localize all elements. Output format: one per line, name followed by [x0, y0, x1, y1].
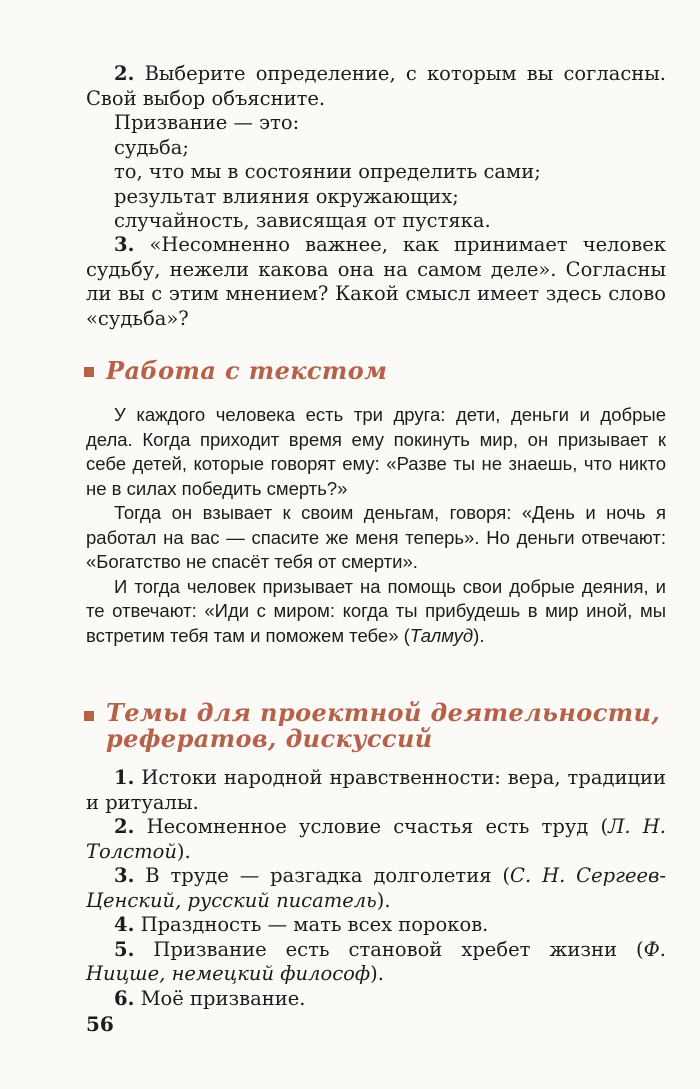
talmud-excerpt — [86, 403, 666, 648]
question-2-text: 2. Выберите определение, с которым вы согласны. Свой выбор объясните. — [86, 62, 667, 110]
excerpt-source: Талмуд — [409, 624, 474, 646]
topic-author: С. Н. Сергеев-Ценский, русский писатель — [86, 864, 666, 912]
question-2-number: 2. — [114, 62, 135, 85]
section-heading-topics: Темы для проектной деятельности, рефератов, дискуссий — [106, 698, 661, 753]
question-2-lead: Призвание — это: — [114, 111, 300, 134]
topic-author: Ф. Ницше, немецкий философ — [86, 937, 666, 985]
topic-item: 4. Праздность — мать всех пороков. — [114, 913, 489, 936]
question-3-text: 3. «Несомненно важнее, как принимает человек судьбу, нежели какова она на самом деле». Согласны ли вы с этим мнением? Какой смысл имеет здесь слово «судьба»? — [86, 233, 666, 330]
topic-item: 2. Несомненное условие счастья есть труд (Л. Н. Толстой). — [86, 815, 667, 863]
excerpt-paragraph: И тогда человек призывает на помощь свои добрые деяния, и те отвечают: «Иди с миром: когда ты прибудешь в мир иной, мы встретим тебя там и поможем тебе» (Талмуд). — [86, 575, 666, 646]
option-item: судьба; — [114, 135, 189, 159]
question-3 — [86, 233, 666, 331]
topic-item: 1. Истоки народной нравственности: вера, традиции и ритуалы. — [86, 766, 666, 814]
section-heading-text-work: Работа с текстом — [106, 356, 388, 385]
excerpt-paragraph: Тогда он взывает к своим деньгам, говоря: «День и ночь я работал на вас — спасите же меня теперь». Но деньги отвечают: «Богатство не спасёт тебя от смерти». — [86, 502, 666, 572]
topic-item: 6. Моё призвание. — [114, 986, 306, 1010]
question-2 — [86, 62, 666, 234]
question-3-number: 3. — [114, 233, 135, 256]
option-item: результат влияния окружающих; — [114, 184, 459, 208]
topic-item: 5. Призвание есть становой хребет жизни (Ф. Ницше, немецкий философ). — [86, 937, 666, 985]
option-item: случайность, зависящая от пустяка. — [114, 209, 491, 232]
topic-item: 3. В труде — разгадка долголетия (С. Н. Сергеев-Ценский, русский писатель). — [86, 864, 666, 912]
page-number: 56 — [86, 1012, 114, 1036]
topic-author: Л. Н. Толстой — [86, 815, 667, 863]
section-bullet-icon — [84, 367, 94, 377]
topics-list — [86, 766, 666, 1011]
option-item: то, что мы в состоянии определить сами; — [114, 160, 541, 183]
section-bullet-icon — [84, 711, 94, 721]
excerpt-paragraph: У каждого человека есть три друга: дети, деньги и добрые дела. Когда приходит время ему покинуть мир, он призывает к себе детей, которые говорят ему: «Разве ты не знаешь, что никто не в силах победить смерть?» — [86, 404, 666, 499]
